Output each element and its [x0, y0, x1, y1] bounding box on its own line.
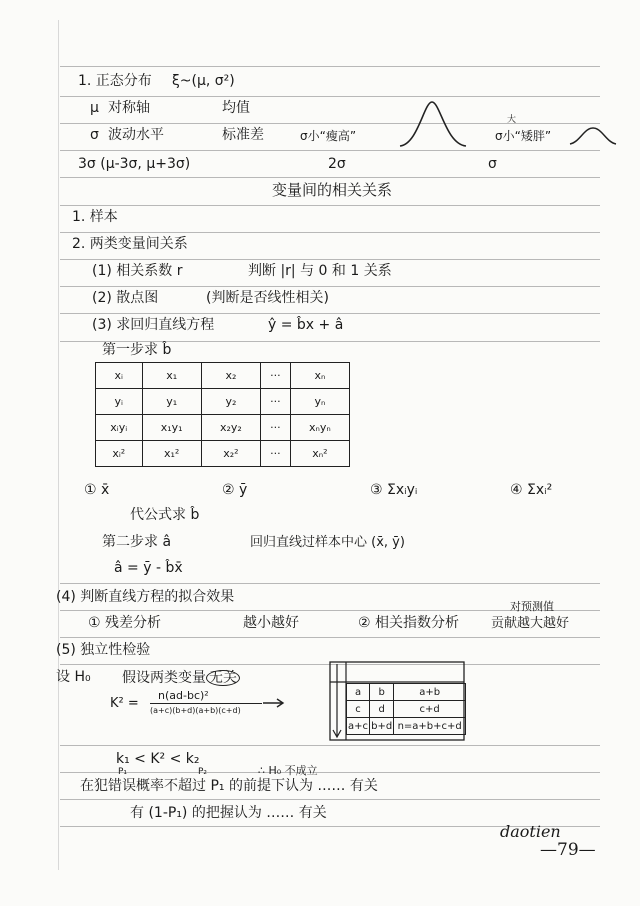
h0-reject-note: ∴ H₀ 不成立: [258, 764, 318, 777]
table-cell: n=a+b+c+d: [394, 718, 466, 735]
table-cell: xₙ²: [290, 441, 349, 467]
footer-logo: daotien: [500, 822, 561, 841]
table-cell: xᵢyᵢ: [96, 415, 143, 441]
ruled-line: [60, 205, 600, 206]
ruled-line: [60, 637, 600, 638]
item-correlation: (1) 相关系数 r: [92, 263, 183, 279]
ruled-line: [60, 745, 600, 746]
circled-unrelated: 无关: [206, 670, 240, 686]
table-cell: yᵢ: [96, 389, 143, 415]
table-row: [96, 363, 350, 389]
ruled-line: [60, 123, 600, 124]
table-cell: b+d: [370, 718, 394, 735]
regression-formula: ŷ = b̂x + â: [268, 317, 344, 333]
residual-note: 越小越好: [243, 615, 299, 631]
step-two-note: 回归直线过样本中心 (x̄, ȳ): [250, 535, 405, 550]
arrow-icon: [262, 698, 286, 708]
table-cell: y₁: [142, 389, 201, 415]
table-cell: xₙ: [290, 363, 349, 389]
compute-mean-y: ② ȳ: [222, 482, 248, 498]
page-number: —79—: [540, 840, 596, 860]
conclusion-1: 在犯错误概率不超过 P₁ 的前提下认为 …… 有关: [80, 778, 378, 794]
ruled-line: [60, 177, 600, 178]
p2-label: P₂: [198, 767, 208, 777]
item-scatter: (2) 散点图: [92, 290, 159, 306]
table-cell: x₂: [201, 363, 260, 389]
table-row: [347, 718, 466, 735]
compute-sum-xy: ③ Σxᵢyᵢ: [370, 482, 418, 498]
residual-method: ① 残差分析: [88, 615, 162, 631]
formula-b-note: 代公式求 b̂: [130, 507, 200, 523]
table-row: [96, 415, 350, 441]
k2-numerator: n(ad-bc)²: [158, 689, 209, 702]
compute-sum-x2: ④ Σxᵢ²: [510, 482, 553, 498]
p1-label: P₁: [118, 767, 128, 777]
table-cell: c: [347, 701, 370, 718]
table-cell: xᵢ: [96, 363, 143, 389]
ruled-line: [60, 583, 600, 584]
sum-table: [95, 362, 350, 467]
table-cell: ···: [261, 389, 291, 415]
hypothesis-text: [122, 670, 240, 686]
sigma-symbol: σ: [90, 127, 99, 143]
table-cell: yₙ: [290, 389, 349, 415]
one-sigma: σ: [488, 156, 497, 172]
k-inequality: k₁ < K² < k₂: [116, 751, 200, 767]
sigma-big-note: σ小“矮胖”: [495, 129, 552, 143]
table-row: [96, 389, 350, 415]
ruled-line: [60, 259, 600, 260]
three-sigma: 3σ (μ-3σ, μ+3σ): [78, 156, 191, 172]
correlation-index-note-top: 对预测值: [510, 600, 554, 613]
table-cell: ···: [261, 363, 291, 389]
item-correlation-note: 判断 |r| 与 0 和 1 关系: [248, 263, 392, 279]
table-cell: ···: [261, 441, 291, 467]
correlation-index-method: ② 相关指数分析: [358, 615, 460, 631]
two-variable-title: 2. 两类变量间关系: [72, 236, 188, 252]
ruled-line: [60, 150, 600, 151]
fit-title: (4) 判断直线方程的拟合效果: [56, 589, 235, 605]
two-sigma: 2σ: [328, 156, 346, 172]
hypothesis-label: 设 H₀: [56, 669, 91, 685]
table-cell: b: [370, 684, 394, 701]
ruled-line: [60, 772, 600, 773]
compute-mean-x: ① x̄: [84, 482, 110, 498]
table-cell: a: [347, 684, 370, 701]
table-cell: y₂: [201, 389, 260, 415]
ruled-line: [60, 96, 600, 97]
sigma-term: 标准差: [222, 127, 264, 143]
table-row: [347, 701, 466, 718]
correlation-index-note: 贡献越大越好: [491, 616, 570, 631]
k2-label: K² =: [110, 696, 139, 711]
table-cell: x₁: [142, 363, 201, 389]
table-cell: c+d: [394, 701, 466, 718]
table-cell: a+c: [347, 718, 370, 735]
table-cell: x₁y₁: [142, 415, 201, 441]
table-cell: ···: [261, 415, 291, 441]
k2-denominator: (a+c)(b+d)(a+b)(c+d): [150, 706, 241, 715]
ruled-line: [60, 313, 600, 314]
mu-symbol: μ: [90, 100, 99, 116]
independence-title: (5) 独立性检验: [56, 642, 151, 658]
item-regression: (3) 求回归直线方程: [92, 317, 215, 333]
item-scatter-note: (判断是否线性相关): [206, 290, 329, 306]
ruled-line: [60, 286, 600, 287]
tall-bell-curve: [398, 98, 468, 150]
table-cell: x₂y₂: [201, 415, 260, 441]
step-one: 第一步求 b̂: [102, 342, 172, 358]
section-heading: 变量间的相关关系: [272, 181, 393, 199]
table-row: [347, 684, 466, 701]
ruled-line: [60, 66, 600, 67]
mu-term: 均值: [222, 100, 250, 116]
flat-bell-curve: [568, 122, 618, 148]
a-formula: â = ȳ - b̂x̄: [114, 560, 183, 576]
sample-title: 1. 样本: [72, 209, 118, 225]
ruled-line: [60, 232, 600, 233]
table-cell: d: [370, 701, 394, 718]
hypothesis-body: 假设两类变量: [122, 670, 206, 686]
table-cell: x₂²: [201, 441, 260, 467]
table-cell: xᵢ²: [96, 441, 143, 467]
mu-desc: 对称轴: [108, 100, 150, 116]
table-row: [96, 441, 350, 467]
normal-formula: ξ~(μ, σ²): [172, 73, 235, 89]
contingency-table: [346, 683, 466, 735]
normal-title: 1. 正态分布: [78, 73, 152, 89]
step-two: 第二步求 â: [102, 534, 172, 550]
sigma-big-mark: 大: [507, 115, 517, 125]
sigma-small-note: σ小“瘦高”: [300, 129, 357, 143]
k2-fraction-bar: [150, 703, 262, 704]
sigma-desc: 波动水平: [108, 127, 164, 143]
table-cell: xₙyₙ: [290, 415, 349, 441]
table-cell: x₁²: [142, 441, 201, 467]
ruled-line: [60, 799, 600, 800]
conclusion-2: 有 (1-P₁) 的把握认为 …… 有关: [130, 805, 327, 821]
table-cell: a+b: [394, 684, 466, 701]
margin-line: [58, 20, 59, 870]
